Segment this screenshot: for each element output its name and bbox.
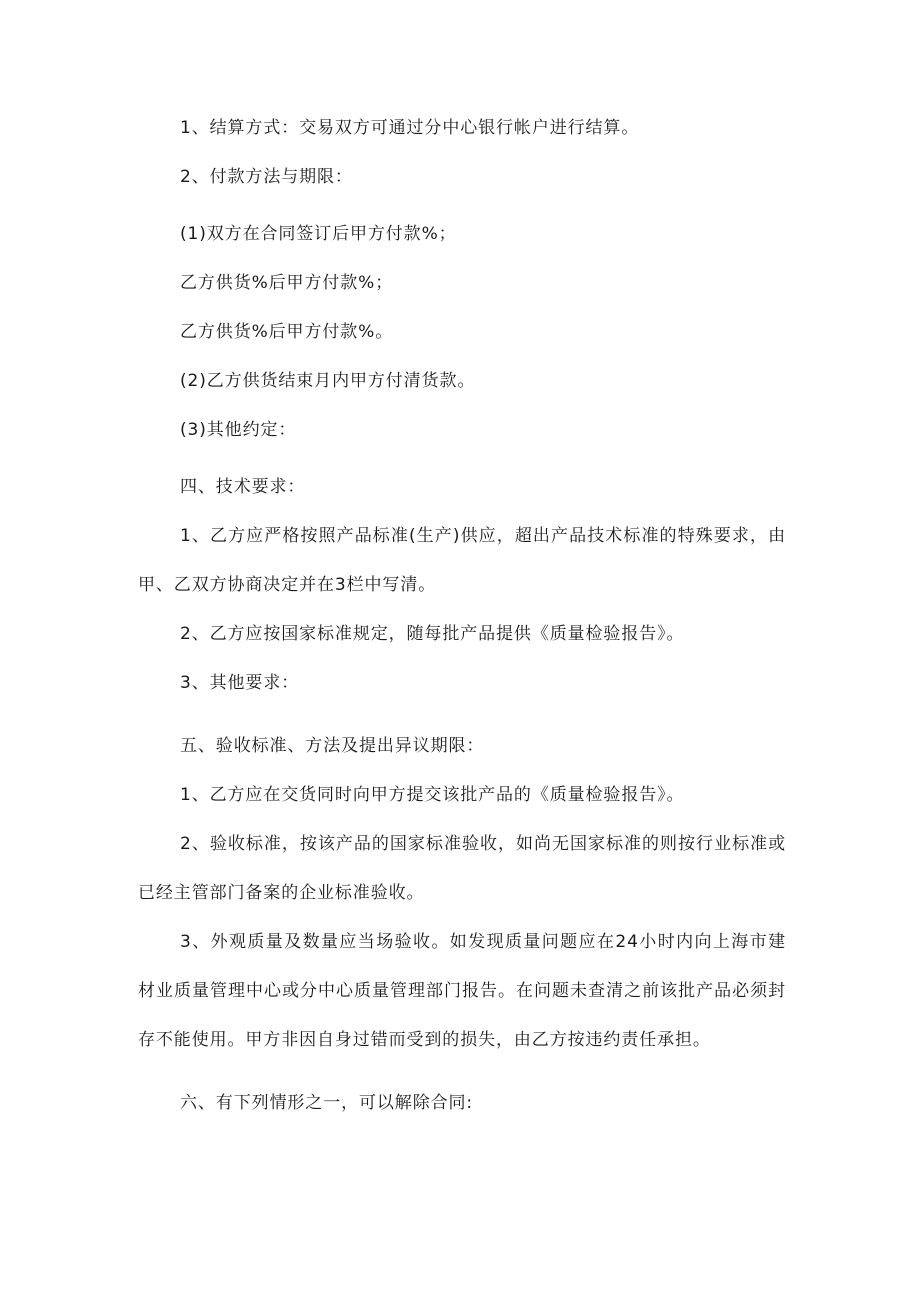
paragraph-payment-item-1b: 乙方供货%后甲方付款%； bbox=[180, 273, 394, 293]
paragraph-acceptance-1: 1、乙方应在交货同时向甲方提交该批产品的《质量检验报告》。 bbox=[180, 785, 685, 805]
paragraph-payment-item-1c: 乙方供货%后甲方付款%。 bbox=[180, 322, 394, 342]
paragraph-payment-item-1: (1)双方在合同签订后甲方付款%； bbox=[180, 224, 457, 244]
paragraph-payment-item-2: (2)乙方供货结束月内甲方付清货款。 bbox=[180, 371, 476, 391]
paragraph-settlement-method: 1、结算方式：交易双方可通过分中心银行帐户进行结算。 bbox=[180, 118, 640, 138]
paragraph-acceptance-3: 3、外观质量及数量应当场验收。如发现质量问题应在24小时内向上海市建材业质量管理中心或分中心质量管理部门报告。在问题未查清之前该批产品必须封存不能使用。甲方非因自身过错而受到的损失，由乙方按违约责任承担。 bbox=[138, 932, 786, 1050]
paragraph-technical-2: 2、乙方应按国家标准规定，随每批产品提供《质量检验报告》。 bbox=[180, 624, 685, 644]
section-heading-termination: 六、有下列情形之一，可以解除合同: bbox=[180, 1093, 474, 1113]
paragraph-payment-item-3: (3)其他约定： bbox=[180, 420, 297, 440]
document-body bbox=[138, 104, 786, 1128]
section-heading-technical: 四、技术要求： bbox=[180, 477, 306, 497]
paragraph-acceptance-2: 2、验收标准，按该产品的国家标准验收，如尚无国家标准的则按行业标准或已经主管部门备案的企业标准验收。 bbox=[138, 834, 786, 903]
paragraph-technical-1: 1、乙方应严格按照产品标准(生产)供应，超出产品技术标准的特殊要求，由甲、乙双方协商决定并在3栏中写清。 bbox=[138, 526, 786, 595]
section-heading-acceptance: 五、验收标准、方法及提出异议期限： bbox=[180, 736, 485, 756]
paragraph-payment-terms: 2、付款方法与期限： bbox=[180, 167, 353, 187]
paragraph-technical-3: 3、其他要求： bbox=[180, 673, 300, 693]
